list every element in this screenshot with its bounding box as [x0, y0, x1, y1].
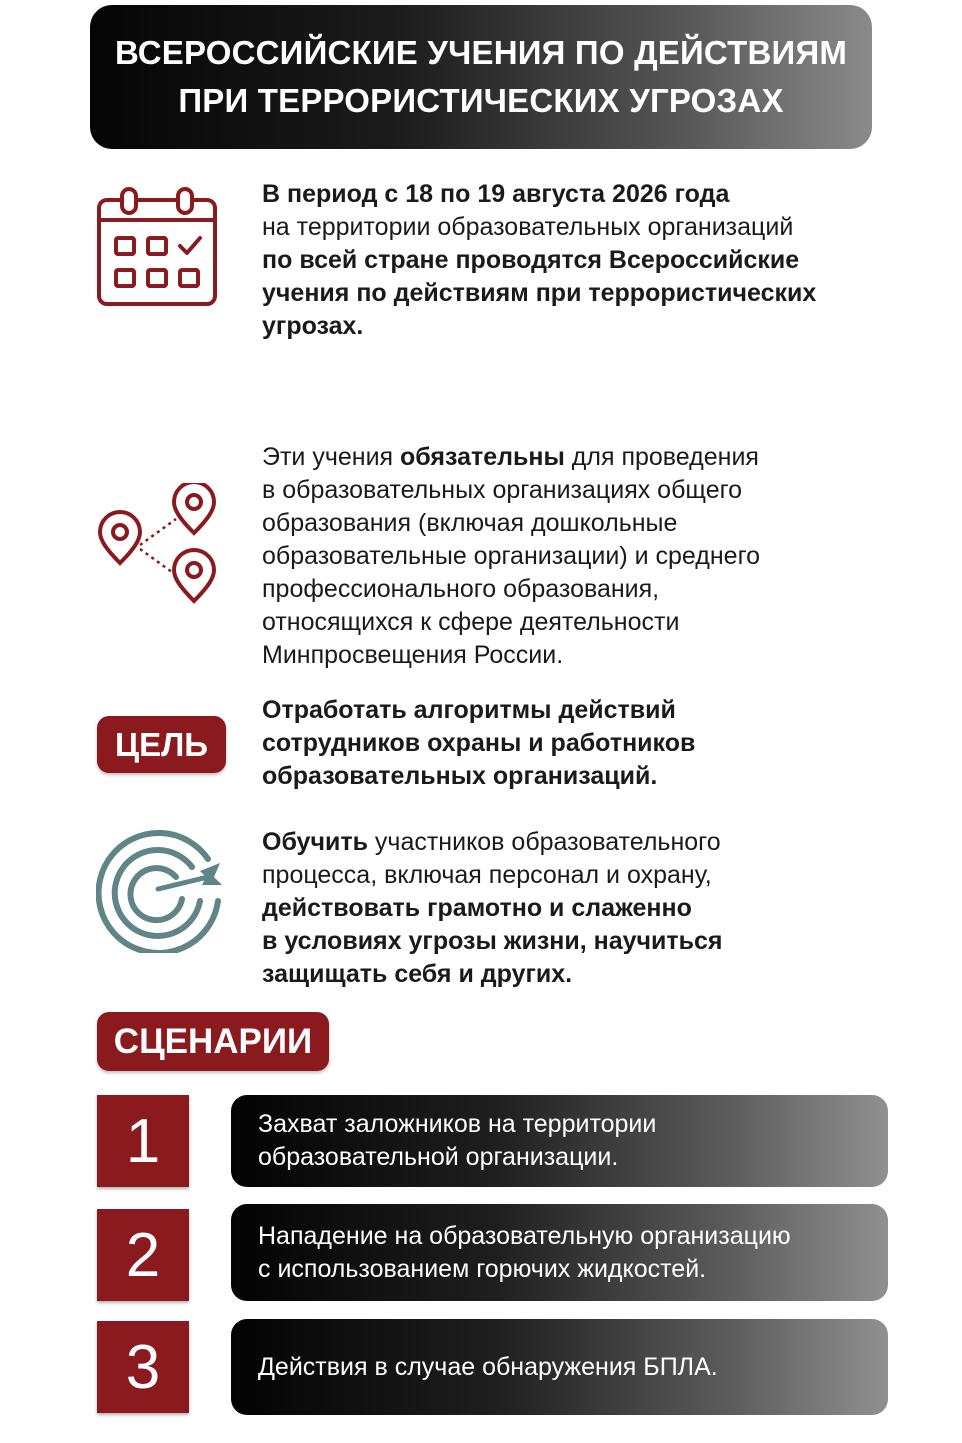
calendar-icon: [96, 186, 218, 308]
scenario-item-1: Захват заложников на территории образовательной организации.: [231, 1095, 888, 1187]
target-icon: [96, 827, 230, 953]
scenarios-badge: СЦЕНАРИИ: [97, 1012, 329, 1071]
page-title: ВСЕРОССИЙСКИЕ УЧЕНИЯ ПО ДЕЙСТВИЯМ ПРИ ТЕРРОРИСТИЧЕСКИХ УГРОЗАХ: [114, 34, 848, 119]
period-text: В период с 18 по 19 августа 2026 года на территории образовательных организаций по всей стране проводятся Всероссийские учения по действиям при террористических угрозах.: [262, 180, 817, 340]
location-pins-icon: [96, 483, 222, 609]
goal-text: Отработать алгоритмы действий сотрудников охраны и работников образовательных организаций.: [262, 696, 696, 790]
scenario-number-2: 2: [97, 1209, 189, 1301]
mandatory-text: Эти учения обязательны для проведения в образовательных организациях общего образования (включая дошкольные образовательные организации) и среднего профессионального образования, относящихся к сфере деятельности Минпросвещения России.: [262, 443, 761, 669]
goal-badge: ЦЕЛЬ: [97, 716, 226, 773]
scenario-number-1: 1: [97, 1095, 189, 1187]
scenario-number-3: 3: [97, 1321, 189, 1413]
scenario-item-2: Нападение на образовательную организацию с использованием горючих жидкостей.: [231, 1204, 888, 1301]
page-header: [90, 5, 872, 149]
scenario-item-3: Действия в случае обнаружения БПЛА.: [231, 1319, 888, 1415]
train-text: Обучить участников образовательного процесса, включая персонал и охрану, действовать грамотно и слаженно в условиях угрозы жизни, научиться защищать себя и других.: [262, 828, 723, 988]
